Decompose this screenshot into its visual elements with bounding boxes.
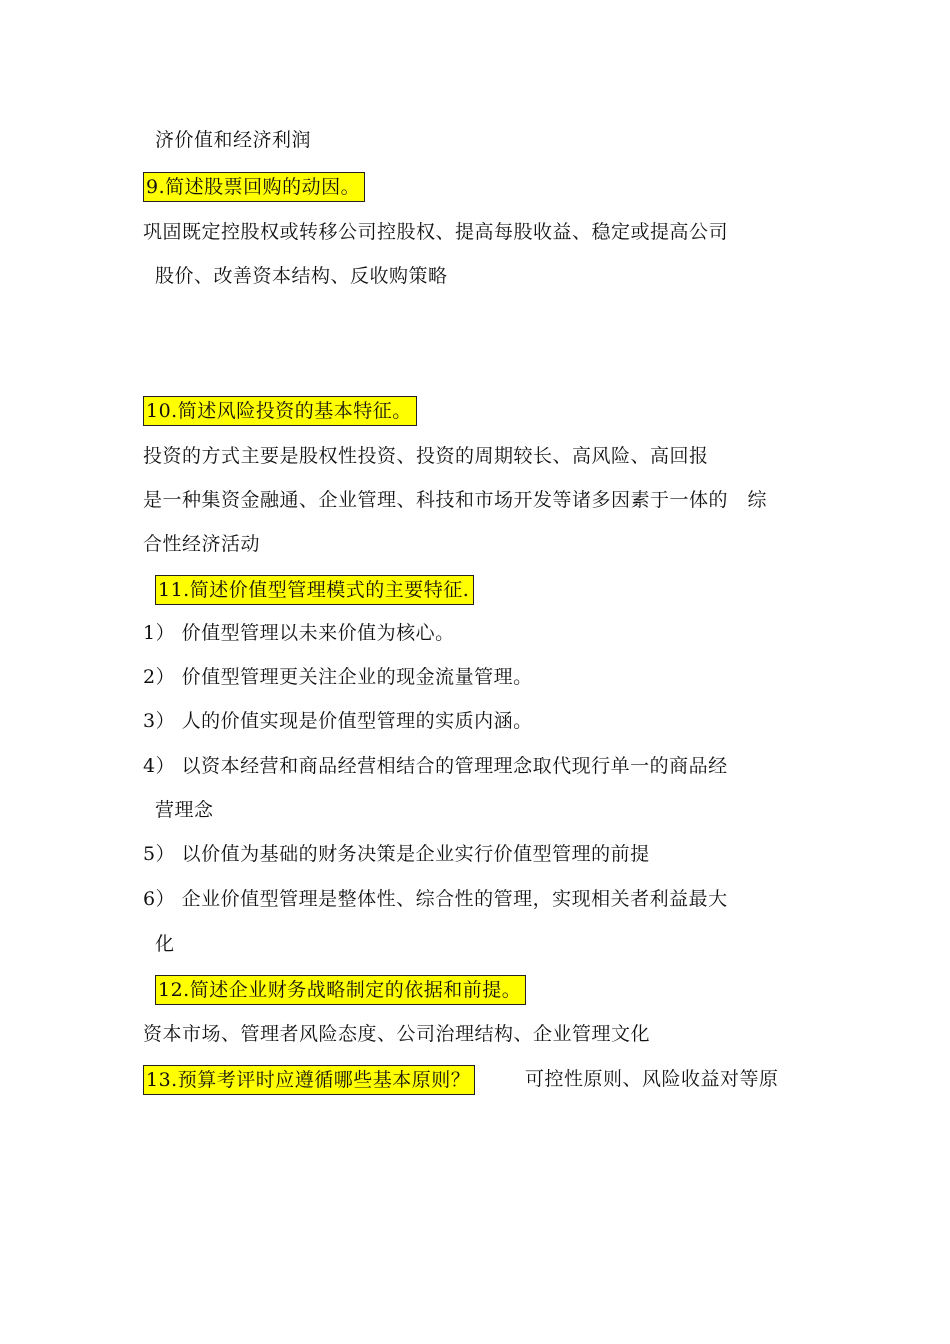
text-line: 股价、改善资本结构、反收购策略 [155,265,448,287]
list-item: 1） 价值型管理以未来价值为核心。 [143,622,455,644]
question-11-heading: 11.简述价值型管理模式的主要特征. [155,575,474,605]
list-item: 5） 以价值为基础的财务决策是企业实行价值型管理的前提 [143,843,650,865]
text-line: 巩固既定控股权或转移公司控股权、提高每股收益、稳定或提高公司 [143,221,729,243]
question-12-heading: 12.简述企业财务战略制定的依据和前提。 [155,975,526,1005]
question-13-heading: 13.预算考评时应遵循哪些基本原则？ [143,1065,475,1095]
list-item: 6） 企业价值型管理是整体性、综合性的管理，实现相关者利益最大 [143,888,728,910]
text-line: 可控性原则、风险收益对等原 [525,1068,779,1090]
text-line: 资本市场、管理者风险态度、公司治理结构、企业管理文化 [143,1023,651,1045]
question-10-heading: 10.简述风险投资的基本特征。 [143,396,417,426]
question-9-heading: 9.简述股票回购的动因。 [143,172,365,202]
list-item: 3） 人的价值实现是价值型管理的实质内涵。 [143,710,533,732]
text-line: 济价值和经济利润 [155,129,312,151]
list-item: 4） 以资本经营和商品经营相结合的管理理念取代现行单一的商品经 [143,755,728,777]
list-item-continuation: 营理念 [155,799,214,821]
text-line: 投资的方式主要是股权性投资、投资的周期较长、高风险、高回报 [143,445,709,467]
list-item-continuation: 化 [155,933,175,955]
text-line: 是一种集资金融通、企业管理、科技和市场开发等诸多因素于一体的 综 [143,489,768,511]
list-item: 2） 价值型管理更关注企业的现金流量管理。 [143,666,533,688]
text-line: 合性经济活动 [143,533,261,555]
